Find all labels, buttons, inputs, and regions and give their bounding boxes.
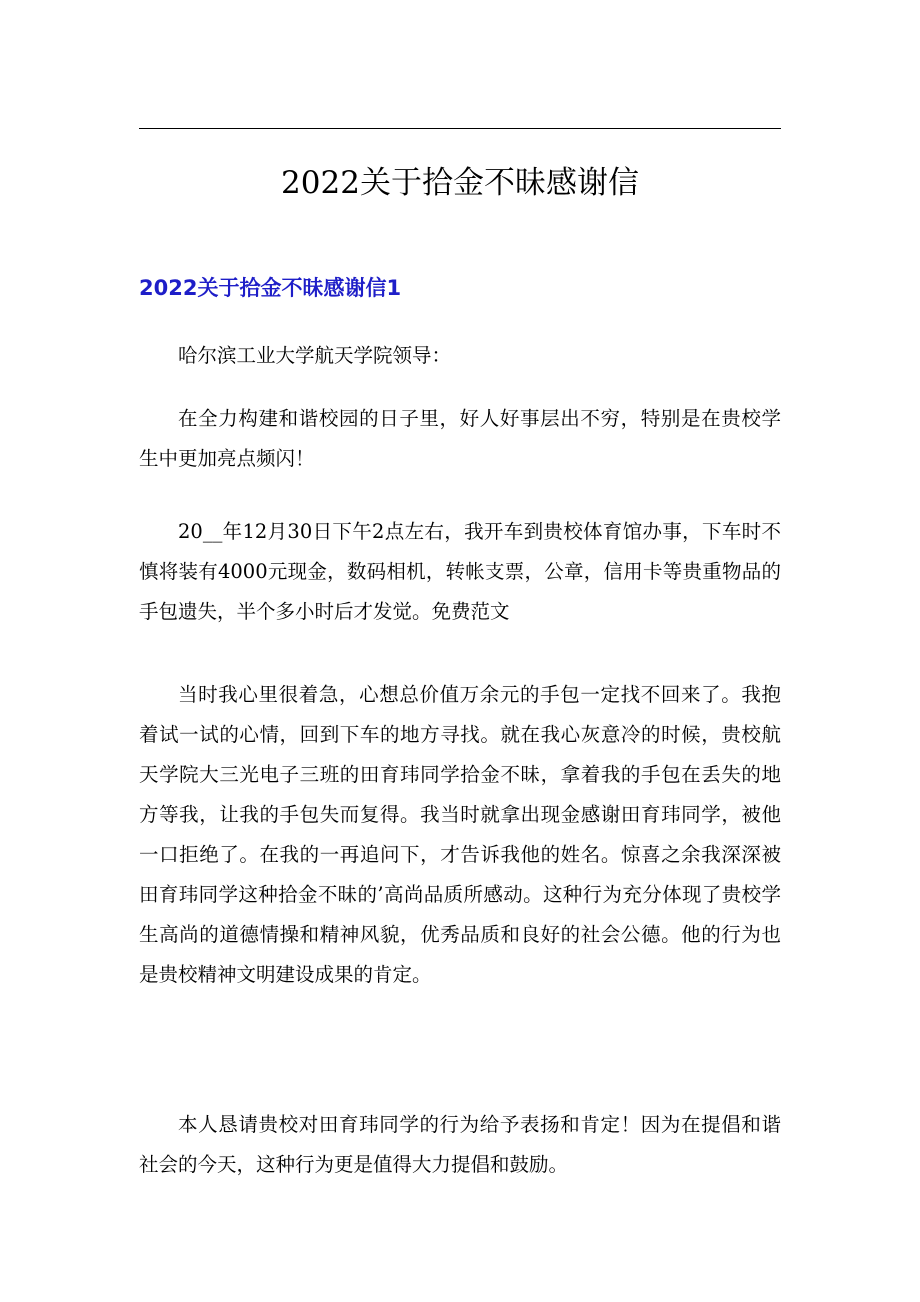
section-heading: 2022关于拾金不昧感谢信1	[139, 276, 402, 300]
document-title: 2022关于拾金不昧感谢信	[281, 165, 639, 201]
paragraph-3: 当时我心里很着急，心想总价值万余元的手包一定找不回来了。我抱着试一试的心情，回到下车的地方寻找。就在我心灰意冷的时候，贵校航天学院大三光电子三班的田育玮同学拾金不昧，拿着我的手包在丢失的地方等我，让我的手包失而复得。我当时就拿出现金感谢田育玮同学，被他一口拒绝了。在我的一再追问下，才告诉我他的姓名。惊喜之余我深深被田育玮同学这种拾金不昧的’高尚品质所感动。这种行为充分体现了贵校学生高尚的道德情操和精神风貌，优秀品质和良好的社会公德。他的行为也是贵校精神文明建设成果的肯定。	[139, 683, 781, 986]
header-rule	[139, 128, 781, 129]
paragraph-4: 本人恳请贵校对田育玮同学的行为给予表扬和肯定！因为在提倡和谐社会的今天，这种行为更是值得大力提倡和鼓励。	[139, 1113, 781, 1176]
letter-greeting: 哈尔滨工业大学航天学院领导：	[178, 344, 452, 367]
paragraph-1: 在全力构建和谐校园的日子里，好人好事层出不穷，特别是在贵校学生中更加亮点频闪！	[139, 407, 781, 470]
paragraph-2: 20__年12月30日下午2点左右，我开车到贵校体育馆办事，下车时不慎将装有4000元现金，数码相机，转帐支票，公章，信用卡等贵重物品的手包遗失，半个多小时后才发觉。免费范文	[139, 520, 781, 623]
